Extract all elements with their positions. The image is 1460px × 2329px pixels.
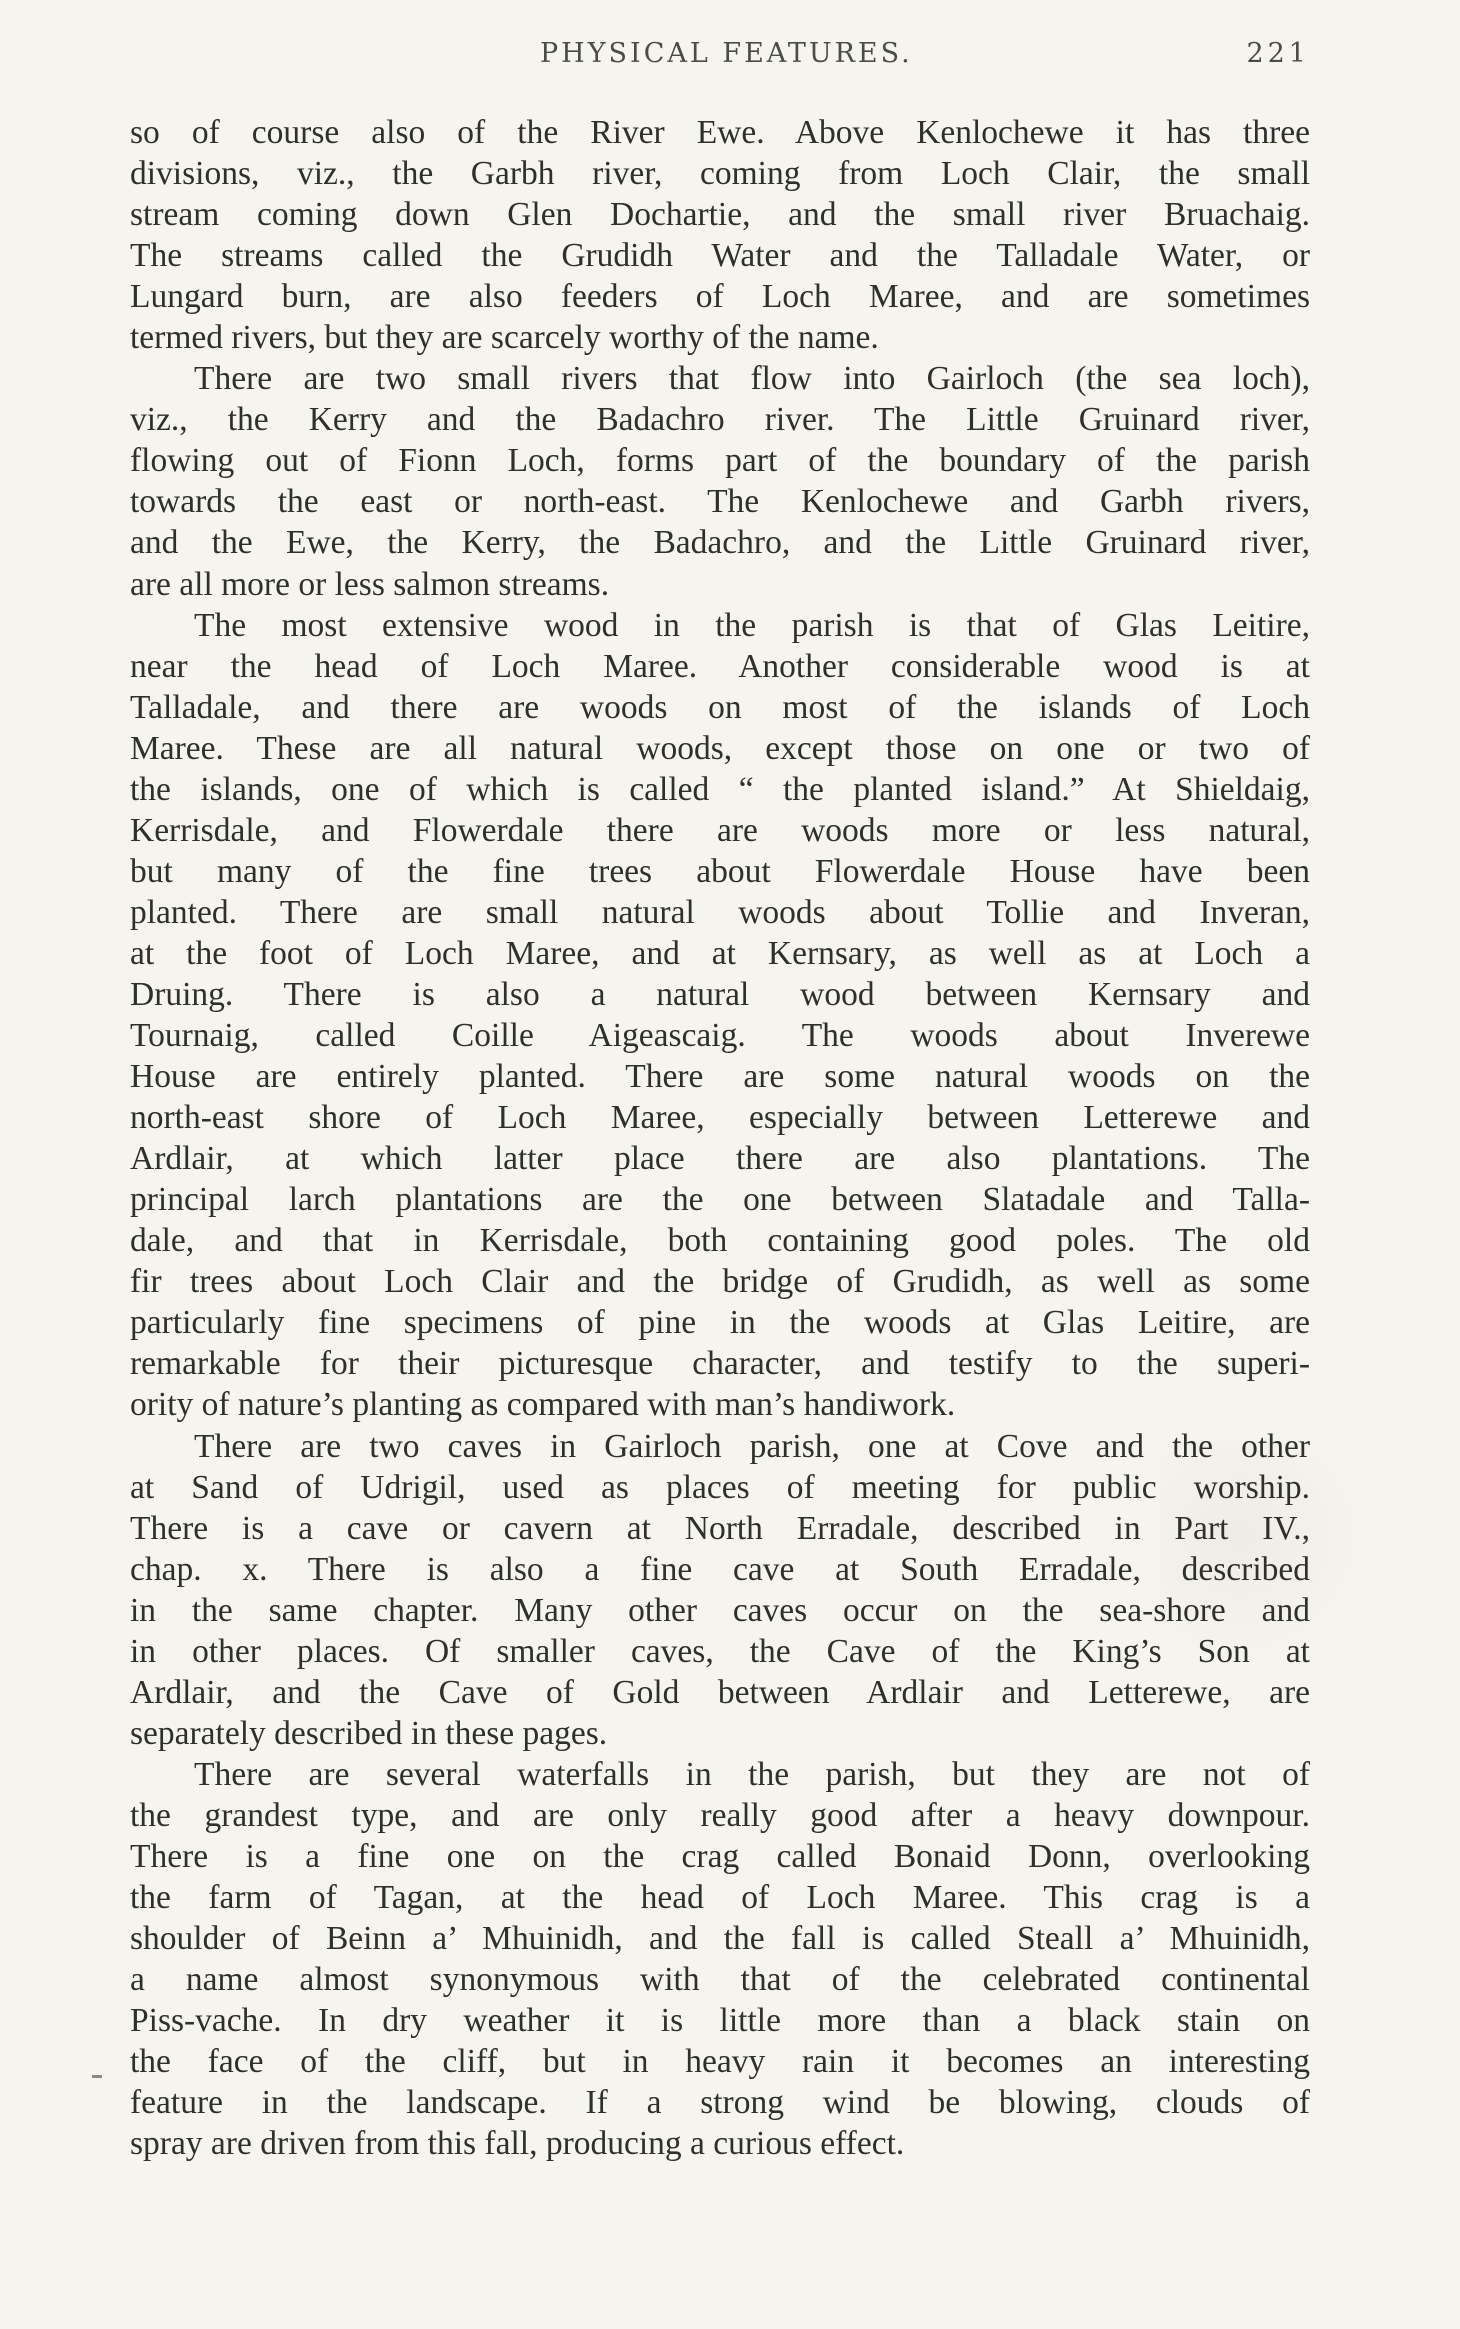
- text-line: House are entirely planted. There are some natural woods on the: [130, 1058, 1310, 1096]
- text-line: The streams called the Grudidh Water and the Talladale Water, or: [130, 237, 1310, 275]
- text-line: There are several waterfalls in the parish, but they are not of: [194, 1755, 1310, 1793]
- text-line: Talladale, and there are woods on most of the islands of Loch: [130, 688, 1310, 726]
- text-line: near the head of Loch Maree. Another considerable wood is at: [130, 647, 1310, 685]
- text-line: Druing. There is also a natural wood between Kernsary and: [130, 975, 1310, 1013]
- text-line: north-east shore of Loch Maree, especially between Letterewe and: [130, 1099, 1310, 1137]
- text-line: Ardlair, at which latter place there are also plantations. The: [130, 1140, 1310, 1178]
- paragraph: [130, 1426, 1310, 1754]
- text-line: and the Ewe, the Kerry, the Badachro, and the Little Gruinard river,: [130, 524, 1310, 562]
- text-line: There is a fine one on the crag called Bonaid Donn, overlooking: [130, 1837, 1310, 1875]
- text-line: so of course also of the River Ewe. Above Kenlochewe it has three: [130, 114, 1310, 151]
- text-line: termed rivers, but they are scarcely worthy of the name.: [130, 319, 879, 357]
- text-line: shoulder of Beinn a’ Mhuinidh, and the fall is called Steall a’ Mhuinidh,: [130, 1920, 1310, 1958]
- text-line: There is a cave or cavern at North Erradale, described in Part IV.,: [130, 1509, 1310, 1547]
- text-line: There are two caves in Gairloch parish, one at Cove and the other: [194, 1427, 1310, 1465]
- body-text: [130, 112, 1310, 2164]
- text-line: remarkable for their picturesque character, and testify to the superi-: [130, 1345, 1310, 1383]
- text-line: Piss-vache. In dry weather it is little more than a black stain on: [130, 2002, 1310, 2040]
- paragraph: [130, 112, 1310, 358]
- text-line: but many of the fine trees about Flowerdale House have been: [130, 852, 1310, 890]
- text-line: flowing out of Fionn Loch, forms part of the boundary of the parish: [130, 442, 1310, 480]
- page-number: 221: [1246, 38, 1310, 69]
- text-line: Ardlair, and the Cave of Gold between Ardlair and Letterewe, are: [130, 1673, 1310, 1711]
- paragraph: [130, 605, 1310, 1426]
- text-line: the islands, one of which is called “ the planted island.” At Shieldaig,: [130, 770, 1310, 808]
- text-line: planted. There are small natural woods about Tollie and Inveran,: [130, 893, 1310, 931]
- text-line: at Sand of Udrigil, used as places of meeting for public worship.: [130, 1468, 1310, 1506]
- text-line: in the same chapter. Many other caves occur on the sea-shore and: [130, 1591, 1310, 1629]
- paragraph: [130, 358, 1310, 604]
- text-line: a name almost synonymous with that of the celebrated continental: [130, 1961, 1310, 1999]
- text-line: divisions, viz., the Garbh river, coming from Loch Clair, the small: [130, 155, 1310, 193]
- text-line: chap. x. There is also a fine cave at South Erradale, described: [130, 1550, 1310, 1588]
- text-line: ority of nature’s planting as compared with man’s handiwork.: [130, 1386, 956, 1424]
- text-line: towards the east or north-east. The Kenlochewe and Garbh rivers,: [130, 483, 1310, 521]
- text-line: Lungard burn, are also feeders of Loch Maree, and are sometimes: [130, 278, 1310, 316]
- text-line: The most extensive wood in the parish is that of Glas Leitire,: [194, 606, 1310, 644]
- text-line: viz., the Kerry and the Badachro river. The Little Gruinard river,: [130, 401, 1310, 439]
- text-line: particularly fine specimens of pine in the woods at Glas Leitire, are: [130, 1304, 1310, 1342]
- text-line: dale, and that in Kerrisdale, both containing good poles. The old: [130, 1222, 1310, 1260]
- text-line: Kerrisdale, and Flowerdale there are woods more or less natural,: [130, 811, 1310, 849]
- text-line: There are two small rivers that flow into Gairloch (the sea loch),: [194, 360, 1310, 398]
- text-line: spray are driven from this fall, producing a curious effect.: [130, 2125, 905, 2163]
- running-head: [130, 38, 1310, 78]
- text-line: separately described in these pages.: [130, 1714, 608, 1752]
- text-line: the grandest type, and are only really good after a heavy downpour.: [130, 1796, 1310, 1834]
- text-line: the face of the cliff, but in heavy rain it becomes an interesting: [130, 2043, 1310, 2081]
- text-line: principal larch plantations are the one between Slatadale and Talla-: [130, 1181, 1310, 1219]
- text-line: Tournaig, called Coille Aigeascaig. The woods about Inverewe: [130, 1017, 1310, 1055]
- margin-mark: [92, 2075, 102, 2078]
- text-line: feature in the landscape. If a strong wind be blowing, clouds of: [130, 2084, 1310, 2122]
- running-title: PHYSICAL FEATURES.: [540, 38, 913, 69]
- text-line: Maree. These are all natural woods, except those on one or two of: [130, 729, 1310, 767]
- paragraph: [130, 1754, 1310, 2164]
- text-line: in other places. Of smaller caves, the Cave of the King’s Son at: [130, 1632, 1310, 1670]
- text-line: stream coming down Glen Dochartie, and the small river Bruachaig.: [130, 196, 1310, 234]
- text-line: the farm of Tagan, at the head of Loch Maree. This crag is a: [130, 1879, 1310, 1917]
- text-line: are all more or less salmon streams.: [130, 565, 610, 603]
- text-line: fir trees about Loch Clair and the bridge of Grudidh, as well as some: [130, 1263, 1310, 1301]
- text-line: at the foot of Loch Maree, and at Kernsary, as well as at Loch a: [130, 934, 1310, 972]
